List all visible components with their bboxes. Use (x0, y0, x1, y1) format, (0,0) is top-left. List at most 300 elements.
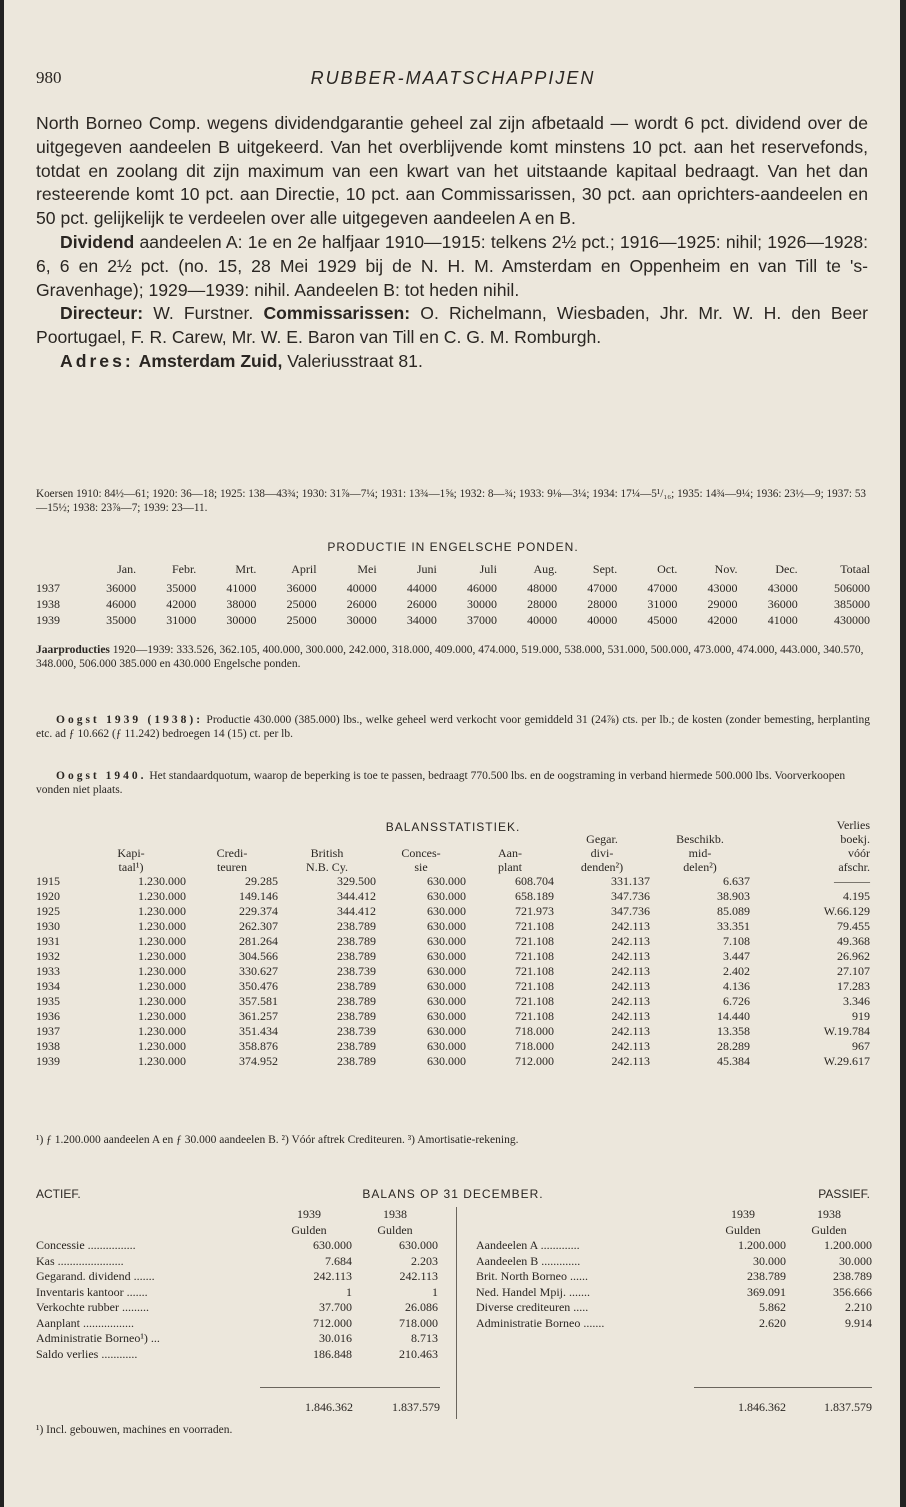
balansstatistiek-header: Gegar. divi- denden²) (580, 832, 624, 874)
passief-total-rule (694, 1387, 872, 1388)
productie-value: 30000 (466, 596, 497, 611)
page-edge-left (0, 0, 4, 1507)
productie-value: 385000 (834, 596, 870, 611)
balansstatistiek-value: 13.358 (717, 1024, 750, 1038)
balansstatistiek-value: 281.264 (239, 934, 278, 948)
productie-header: Dec. (775, 561, 798, 576)
balansstatistiek-value: 79.455 (837, 919, 870, 933)
balansstatistiek-row (36, 919, 870, 934)
actief-row (36, 1238, 438, 1254)
balansstatistiek-value: 242.113 (611, 1054, 650, 1068)
productie-year: 1937 (36, 580, 60, 595)
dividend-label: Dividend (60, 231, 135, 252)
balansstatistiek-value: 630.000 (427, 949, 466, 963)
productie-value: 25000 (286, 612, 317, 627)
balansstatistiek-value: 242.113 (611, 994, 650, 1008)
balansstatistiek-row (36, 949, 870, 964)
balansstatistiek-year: 1915 (36, 874, 60, 888)
productie-header: Oct. (657, 561, 678, 576)
productie-value: 40000 (587, 612, 618, 627)
balansstatistiek-value: 238.739 (337, 1024, 376, 1038)
commissarissen-label: Commissarissen: (263, 303, 411, 324)
balansstatistiek-header (36, 818, 76, 874)
productie-value: 40000 (527, 612, 558, 627)
actief-item-label: Saldo verlies ............ (36, 1346, 138, 1361)
balansstatistiek-header: Aan- plant (498, 846, 522, 874)
koersen-text: Koersen 1910: 84½—61; 1920: 36—18; 1925: 138—43¾; 1930: 31⅞—7¼; 1931: 13¾—1⅝; 1932: 8—¾; 1933: 9⅛—3¼; 1934: 17¼—5¹/₁₆; 1935: 14¾—9¼; 1936: 23½—9; 1937: 53—15½; 1938: 23⅞—7; 1939: 23—11. (36, 488, 867, 514)
balansstatistiek-value: 344.412 (337, 889, 376, 903)
balansstatistiek-value: 630.000 (427, 1009, 466, 1023)
paragraph-dividend (36, 231, 868, 302)
balansstatistiek-value: 1.230.000 (138, 1054, 186, 1068)
balansstatistiek-year: 1932 (36, 949, 60, 963)
productie-row (36, 612, 870, 628)
balansstatistiek-value: 630.000 (427, 889, 466, 903)
balansstatistiek-value: 242.113 (611, 934, 650, 948)
passief-value-1938: 9.914 (845, 1315, 872, 1330)
productie-row (36, 596, 870, 612)
passief-value-1939: 1.200.000 (738, 1238, 786, 1253)
unit-header: Gulden (291, 1222, 327, 1237)
balansstatistiek-value: 1.230.000 (138, 994, 186, 1008)
balansstatistiek-footnote: ¹) ƒ 1.200.000 aandeelen A en ƒ 30.000 aandeelen B. ²) Vóór aftrek Crediteuren. ³) Amortisatie-rekening. (36, 1134, 519, 1146)
balansstatistiek-year: 1938 (36, 1039, 60, 1053)
balansstatistiek-row (36, 1009, 870, 1024)
balansstatistiek-year: 1935 (36, 994, 60, 1008)
balansstatistiek-value: 721.108 (515, 964, 554, 978)
balansstatistiek-value: 26.962 (837, 949, 870, 963)
balansstatistiek-value: 630.000 (427, 1039, 466, 1053)
productie-value: 28000 (587, 596, 618, 611)
productie-value: 30000 (226, 612, 257, 627)
year-header: 1938 (817, 1207, 841, 1222)
passief-value-1939: 369.091 (747, 1284, 786, 1299)
actief-total-1939: 1.846.362 (305, 1400, 353, 1414)
actief-item-label: Aanplant ................. (36, 1315, 134, 1330)
productie-value: 45000 (647, 612, 678, 627)
balansstatistiek-value: 1.230.000 (138, 889, 186, 903)
balansstatistiek-value: 85.089 (717, 904, 750, 918)
productie-value: 47000 (587, 580, 618, 595)
passief-value-1938: 1.200.000 (824, 1238, 872, 1253)
oogst-1940-label: Oogst 1940. (56, 770, 147, 782)
actief-total-rule (260, 1387, 440, 1388)
productie-value: 506000 (834, 580, 870, 595)
balansstatistiek-value: 3.346 (843, 994, 870, 1008)
productie-value: 43000 (767, 580, 798, 595)
balans-footnote: ¹) Incl. gebouwen, machines en voorraden. (36, 1424, 233, 1436)
productie-value: 25000 (286, 596, 317, 611)
balansstatistiek-value: 721.108 (515, 949, 554, 963)
actief-row (36, 1285, 438, 1301)
oogst-1940-body: Het standaardquotum, waarop de beperking is toe te passen, bedraagt 770.500 lbs. en de oogstraming in verband hiermede 500.000 lbs. Voorverkoopen vonden niet plaats. (36, 770, 846, 796)
balansstatistiek-value: 1.230.000 (138, 874, 186, 888)
balansstatistiek-value: 45.384 (717, 1054, 750, 1068)
productie-header: Sept. (592, 561, 618, 576)
balansstatistiek-value: 347.736 (611, 889, 650, 903)
balansstatistiek-value: 630.000 (427, 964, 466, 978)
productie-value: 42000 (166, 596, 197, 611)
balansstatistiek-value: 238.739 (337, 964, 376, 978)
balansstatistiek-value: 1.230.000 (138, 904, 186, 918)
actief-total-1938: 1.837.579 (392, 1400, 440, 1414)
balansstatistiek-value: 361.257 (239, 1009, 278, 1023)
balansstatistiek-row (36, 1039, 870, 1054)
balansstatistiek-value: W.29.617 (823, 1054, 870, 1068)
productie-value: 31000 (647, 596, 678, 611)
productie-header: Aug. (533, 561, 558, 576)
productie-year: 1939 (36, 612, 60, 627)
balansstatistiek-value: 149.146 (239, 889, 278, 903)
balansstatistiek-value: 238.789 (337, 1039, 376, 1053)
actief-item-label: Gegarand. dividend ....... (36, 1269, 155, 1284)
balansstatistiek-header: Verlies boekj. vóór afschr. (836, 818, 870, 874)
actief-value-1938: 2.203 (411, 1253, 438, 1268)
balansstatistiek-year: 1925 (36, 904, 60, 918)
balansstatistiek-header: Credi- teuren (216, 846, 248, 874)
productie-value: 34000 (406, 612, 437, 627)
balansstatistiek-value: 238.789 (337, 934, 376, 948)
main-text (36, 112, 868, 374)
balansstatistiek-value: 331.137 (611, 874, 650, 888)
page-edge-right (900, 0, 906, 1507)
directeur-label: Directeur: (60, 303, 144, 324)
passief-row (476, 1285, 872, 1301)
productie-year: 1938 (36, 596, 60, 611)
dividend-text: aandeelen A: 1e en 2e halfjaar 1910—1915: telkens 2½ pct.; 1916—1925: nihil; 1926—1928: 6, 6 en 2½ pct. (no. 15, 28 Mei 1929 bij de N. H. M. Amsterdam en Oppenheim en van Till te 's-Gravenhage); 1929—1939: nihil. Aandeelen B: tot heden nihil. (36, 231, 868, 300)
balansstatistiek-value: 351.434 (239, 1024, 278, 1038)
balansstatistiek-table (36, 818, 870, 1069)
productie-value: 43000 (707, 580, 738, 595)
passief-total-1939: 1.846.362 (738, 1400, 786, 1414)
balansstatistiek-value: 630.000 (427, 919, 466, 933)
passief-value-1938: 2.210 (845, 1300, 872, 1315)
passief-value-1938: 238.789 (833, 1269, 872, 1284)
actief-item-label: Concessie ................ (36, 1238, 136, 1253)
actief-value-1938: 242.113 (399, 1269, 438, 1284)
actief-row (36, 1269, 438, 1285)
balansstatistiek-row (36, 994, 870, 1009)
year-header: 1939 (297, 1207, 321, 1222)
balansstatistiek-title: BALANSSTATISTIEK. (385, 820, 521, 834)
jaarproducties-values: 1920—1939: 333.526, 362.105, 400.000, 300.000, 242.000, 318.000, 409.000, 474.000, 519.000, 538.000, 531.000, 500.000, 473.000, 474.000, 443.000, 340.570, 348.000, 506.000 385.000 en 430.000 Engelsche ponden. (36, 644, 864, 670)
productie-value: 41000 (226, 580, 257, 595)
passief-year-row (476, 1207, 872, 1223)
balansstatistiek-year: 1939 (36, 1054, 60, 1068)
paragraph-directie (36, 302, 868, 350)
balansstatistiek-row (36, 889, 870, 904)
balansstatistiek-value: 329.500 (337, 874, 376, 888)
balansstatistiek-value: 630.000 (427, 1024, 466, 1038)
balansstatistiek-row (36, 964, 870, 979)
productie-value: 38000 (226, 596, 257, 611)
balansstatistiek-row (36, 979, 870, 994)
balansstatistiek-value: 630.000 (427, 979, 466, 993)
balansstatistiek-value: 238.789 (337, 979, 376, 993)
balansstatistiek-value: 238.789 (337, 1009, 376, 1023)
actief-unit-row (36, 1223, 438, 1239)
balansstatistiek-value: 38.903 (717, 889, 750, 903)
balansstatistiek-value: 1.230.000 (138, 919, 186, 933)
column-divider (456, 1207, 457, 1419)
year-header: 1938 (383, 1207, 407, 1222)
productie-header: Mrt. (235, 561, 257, 576)
actief-value-1939: 242.113 (313, 1269, 352, 1284)
balansstatistiek-value: ——— (834, 874, 870, 888)
passief-row (476, 1316, 872, 1332)
passief-value-1939: 238.789 (747, 1269, 786, 1284)
balansstatistiek-value: 242.113 (611, 949, 650, 963)
adres-label: Adres: (60, 350, 134, 371)
balansstatistiek-value: 1.230.000 (138, 949, 186, 963)
balansstatistiek-value: 721.108 (515, 994, 554, 1008)
productie-value: 48000 (527, 580, 558, 595)
actief-item-label: Inventaris kantoor ....... (36, 1284, 148, 1299)
actief-value-1938: 1 (432, 1284, 438, 1299)
balansstatistiek-value: 721.108 (515, 919, 554, 933)
balansstatistiek-value: 238.789 (337, 1054, 376, 1068)
actief-totals (266, 1400, 440, 1415)
balansstatistiek-value: W.19.784 (823, 1024, 870, 1038)
balansstatistiek-value: 33.351 (717, 919, 750, 933)
balansstatistiek-value: 242.113 (611, 919, 650, 933)
productie-header: Jan. (117, 561, 137, 576)
balansstatistiek-value: 608.704 (515, 874, 554, 888)
actief-item-label: Administratie Borneo¹) ... (36, 1331, 160, 1346)
actief-row (36, 1254, 438, 1270)
balansstatistiek-header: British N.B. Cy. (306, 846, 348, 874)
productie-table (36, 558, 870, 628)
productie-header: Juni (416, 561, 437, 576)
actief-table (36, 1207, 438, 1362)
passief-value-1939: 30.000 (753, 1253, 786, 1268)
balansstatistiek-value: 1.230.000 (138, 1009, 186, 1023)
paragraph-dividend-rules: North Borneo Comp. wegens dividendgarantie geheel zal zijn afbetaald — wordt 6 pct. dividend over de uitgegeven aandeelen B uitgekeerd. Van het overblijvende komt minstens 10 pct. aan het reservefonds, totdat en zoolang dit zijn maximum van een kwart van het uitstaande kapitaal bedraagt. Van het dan resteerende komt 10 pct. aan Directie, 10 pct. aan Commissarissen, 30 pct. aan oprichters-aandeelen en 50 pct. gelijkelijk te verdeelen over alle uitgegeven aandeelen A en B. (36, 113, 868, 229)
productie-value: 28000 (527, 596, 558, 611)
actief-value-1939: 186.848 (313, 1346, 352, 1361)
passief-value-1939: 5.862 (759, 1300, 786, 1315)
balansstatistiek-header-row (36, 818, 870, 874)
balansstatistiek-value: 49.368 (837, 934, 870, 948)
balansstatistiek-row (36, 934, 870, 949)
oogst-1939-text (36, 713, 870, 741)
year-header: 1939 (731, 1207, 755, 1222)
balansstatistiek-value: 242.113 (611, 1039, 650, 1053)
productie-value: 26000 (346, 596, 377, 611)
actief-value-1939: 1 (346, 1284, 352, 1299)
balansstatistiek-value: 304.566 (239, 949, 278, 963)
balansstatistiek-value: 712.000 (515, 1054, 554, 1068)
balansstatistiek-value: 344.412 (337, 904, 376, 918)
balansstatistiek-value: 721.973 (515, 904, 554, 918)
adres-street: Valeriusstraat 81. (282, 350, 423, 371)
actief-label: ACTIEF. (36, 1187, 81, 1201)
balansstatistiek-value: 7.108 (723, 934, 750, 948)
balansstatistiek-year: 1936 (36, 1009, 60, 1023)
actief-value-1939: 630.000 (313, 1238, 352, 1253)
balansstatistiek-row (36, 874, 870, 889)
productie-row (36, 580, 870, 596)
balansstatistiek-value: 28.289 (717, 1039, 750, 1053)
balansstatistiek-year: 1931 (36, 934, 60, 948)
productie-value: 26000 (406, 596, 437, 611)
actief-value-1939: 37.700 (319, 1300, 352, 1315)
passief-item-label: Ned. Handel Mpij. ....... (476, 1284, 590, 1299)
balansstatistiek-value: 2.402 (723, 964, 750, 978)
balansstatistiek-value: 919 (852, 1009, 870, 1023)
balansstatistiek-value: 242.113 (611, 979, 650, 993)
passief-row (476, 1269, 872, 1285)
balansstatistiek-value: 1.230.000 (138, 934, 186, 948)
balansstatistiek-value: 6.726 (723, 994, 750, 1008)
productie-value: 30000 (346, 612, 377, 627)
actief-item-label: Kas ...................... (36, 1253, 124, 1268)
balansstatistiek-value: 967 (852, 1039, 870, 1053)
balansstatistiek-value: 17.283 (837, 979, 870, 993)
balansstatistiek-value: 630.000 (427, 874, 466, 888)
balansstatistiek-value: 718.000 (515, 1039, 554, 1053)
balansstatistiek-year: 1934 (36, 979, 60, 993)
passief-row (476, 1254, 872, 1270)
balansstatistiek-value: 374.952 (239, 1054, 278, 1068)
balansstatistiek-value: 721.108 (515, 1009, 554, 1023)
balansstatistiek-value: 238.789 (337, 919, 376, 933)
actief-value-1939: 30.016 (319, 1331, 352, 1346)
page-title: RUBBER-MAATSCHAPPIJEN (310, 68, 596, 88)
productie-value: 47000 (647, 580, 678, 595)
balansstatistiek-value: 6.637 (723, 874, 750, 888)
passief-item-label: Diverse crediteuren ..... (476, 1300, 589, 1315)
productie-header: April (291, 561, 317, 576)
paragraph-adres (36, 350, 868, 374)
balansstatistiek-value: 14.440 (717, 1009, 750, 1023)
balansstatistiek-value: 347.736 (611, 904, 650, 918)
passief-value-1939: 2.620 (759, 1315, 786, 1330)
productie-value: 44000 (406, 580, 437, 595)
passief-row (476, 1238, 872, 1254)
productie-title: PRODUCTIE IN ENGELSCHE PONDEN. (327, 540, 579, 554)
productie-value: 37000 (466, 612, 497, 627)
balansstatistiek-value: 1.230.000 (138, 1024, 186, 1038)
passief-value-1938: 356.666 (833, 1284, 872, 1299)
oogst-1940-text (36, 769, 870, 797)
balansstatistiek-year: 1933 (36, 964, 60, 978)
balansstatistiek-value: 330.627 (239, 964, 278, 978)
balansstatistiek-value: 350.476 (239, 979, 278, 993)
passief-value-1938: 30.000 (839, 1253, 872, 1268)
actief-value-1938: 8.713 (411, 1331, 438, 1346)
balansstatistiek-value: 242.113 (611, 1024, 650, 1038)
passief-totals (700, 1400, 872, 1415)
balansstatistiek-year: 1930 (36, 919, 60, 933)
commissarissen-text: O. Richelmann, Wiesbaden, Jhr. Mr. W. H. den Beer Poortugael, F. R. Carew, Mr. W. E. Baron van Till en C. G. M. Romburgh. (36, 303, 869, 348)
actief-value-1939: 7.684 (325, 1253, 352, 1268)
actief-year-row (36, 1207, 438, 1223)
balansstatistiek-value: 658.189 (515, 889, 554, 903)
passief-label: PASSIEF. (818, 1187, 870, 1201)
productie-header: Febr. (171, 561, 197, 576)
oogst-1939-body: Productie 430.000 (385.000) lbs., welke geheel werd verkocht voor gemiddeld 31 (24⅞) cts. per lb.; de kosten (zonder bemesting, herplanting etc. ad ƒ 10.662 (ƒ 11.242) bedroegen 14 (15) ct. per lb. (36, 714, 870, 740)
balansstatistiek-value: 238.789 (337, 994, 376, 1008)
productie-value: 46000 (466, 580, 497, 595)
balansstatistiek-value: 358.876 (239, 1039, 278, 1053)
passief-total-1938: 1.837.579 (824, 1400, 872, 1414)
balansstatistiek-value: 238.789 (337, 949, 376, 963)
balansstatistiek-value: 630.000 (427, 994, 466, 1008)
balansstatistiek-value: W.66.129 (823, 904, 870, 918)
page-number: 980 (36, 68, 62, 87)
jaarproducties-label: Jaarproducties (36, 644, 110, 656)
passief-item-label: Administratie Borneo ....... (476, 1315, 605, 1330)
actief-value-1938: 630.000 (399, 1238, 438, 1253)
balansstatistiek-value: 630.000 (427, 1054, 466, 1068)
productie-value: 31000 (166, 612, 197, 627)
productie-value: 40000 (346, 580, 377, 595)
balansstatistiek-header: Conces- sie (401, 846, 441, 874)
oogst-1939-label: Oogst 1939 (1938): (56, 714, 204, 726)
balansstatistiek-value: 718.000 (515, 1024, 554, 1038)
productie-value: 35000 (106, 612, 137, 627)
actief-value-1938: 26.086 (405, 1300, 438, 1315)
productie-header: Nov. (714, 561, 738, 576)
passief-table (476, 1207, 872, 1331)
balansstatistiek-value: 3.447 (723, 949, 750, 963)
balansstatistiek-header: Beschikb. mid- delen²) (676, 832, 724, 874)
balansstatistiek-value: 4.195 (843, 889, 870, 903)
unit-header: Gulden (811, 1222, 847, 1237)
passief-item-label: Aandeelen B ............. (476, 1253, 581, 1268)
passief-unit-row (476, 1223, 872, 1239)
balansstatistiek-header: Kapi- taal¹) (117, 846, 145, 874)
productie-header: Totaal (840, 561, 870, 576)
actief-value-1938: 210.463 (399, 1346, 438, 1361)
actief-value-1938: 718.000 (399, 1315, 438, 1330)
productie-value: 36000 (106, 580, 137, 595)
balansstatistiek-value: 1.230.000 (138, 964, 186, 978)
balansstatistiek-row (36, 904, 870, 919)
balansstatistiek-value: 721.108 (515, 934, 554, 948)
productie-value: 35000 (166, 580, 197, 595)
passief-item-label: Brit. North Borneo ...... (476, 1269, 588, 1284)
actief-row (36, 1347, 438, 1363)
balansstatistiek-value: 630.000 (427, 934, 466, 948)
balansstatistiek-value: 357.581 (239, 994, 278, 1008)
productie-header: Mei (357, 561, 377, 576)
balansstatistiek-year: 1920 (36, 889, 60, 903)
productie-value: 430000 (834, 612, 870, 627)
balansstatistiek-value: 4.136 (723, 979, 750, 993)
balansstatistiek-value: 27.107 (837, 964, 870, 978)
balansstatistiek-value: 1.230.000 (138, 1039, 186, 1053)
balansstatistiek-value: 242.113 (611, 964, 650, 978)
jaarproducties-text (36, 643, 870, 671)
balansstatistiek-row (36, 1054, 870, 1069)
actief-row (36, 1300, 438, 1316)
actief-value-1939: 712.000 (313, 1315, 352, 1330)
productie-value: 46000 (106, 596, 137, 611)
productie-value: 42000 (707, 612, 738, 627)
actief-row (36, 1316, 438, 1332)
passief-item-label: Aandeelen A ............. (476, 1238, 580, 1253)
balansstatistiek-row (36, 1024, 870, 1039)
balansstatistiek-year: 1937 (36, 1024, 60, 1038)
balansstatistiek-value: 242.113 (611, 1009, 650, 1023)
balans-title: BALANS OP 31 DECEMBER. (362, 1187, 544, 1201)
balansstatistiek-value: 29.285 (245, 874, 278, 888)
unit-header: Gulden (377, 1222, 413, 1237)
productie-value: 29000 (707, 596, 738, 611)
productie-header (36, 558, 76, 580)
